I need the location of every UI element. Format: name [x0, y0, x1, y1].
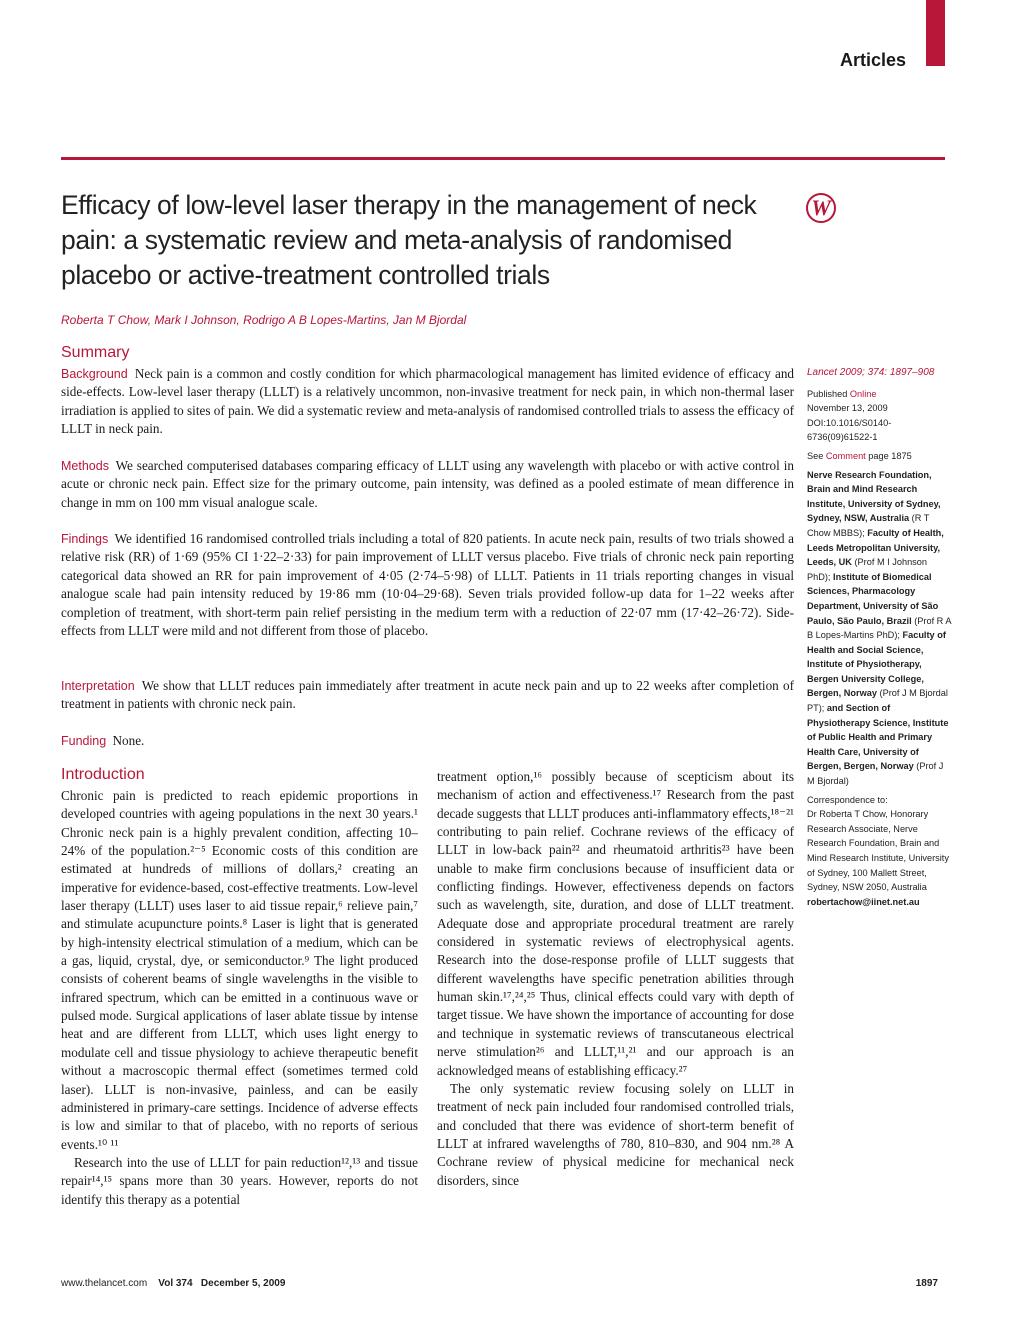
comment-link[interactable]: Comment — [825, 450, 866, 461]
header-color-tab — [926, 0, 945, 66]
article-title: Efficacy of low-level laser therapy in the management of neck pain: a systematic review and meta-analysis of randomised placebo or active-treatment controlled trials — [61, 190, 757, 290]
issue-date: December 5, 2009 — [200, 1278, 286, 1289]
abstract-label-findings: Findings — [61, 532, 109, 546]
journal-citation: Lancet 2009; 374: 1897–908 — [807, 367, 935, 378]
header-rule — [61, 157, 945, 160]
doi: DOI:10.1016/S0140-6736(09)61522-1 — [807, 417, 892, 443]
intro-paragraph: Chronic pain is predicted to reach epidemic proportions in developed countries with ageing populations in the next 30 years.¹ Chronic neck pain is a highly prevalent condition, affecting 10–24% of the population.²⁻⁵ Economic costs of this condition are estimated at hundreds of millions of dollars,² creating an imperative for evidence-based, cost-effective treatments. Low-level laser therapy (LLLT) uses laser to aid tissue repair,⁶ relieve pain,⁷ and stimulate acupuncture points.⁸ Laser is light that is generated by high-intensity electrical stimulation of a medium, which can be a gas, liquid, crystal, dye, or semiconductor.⁹ The light produced consists of coherent beams of single wavelengths in the visible to infrared spectrum, which can be emitted in a continuous wave or pulsed mode. Surgical applications of laser ablate tissue by intense heat and are different from LLLT, which uses light energy to modulate cell and tissue physiology to achieve therapeutic benefit without a macroscopic thermal effect (sometimes termed cold laser). LLLT is non-invasive, painless, and can be easily administered in primary-care settings. Incidence of adverse effects is low and similar to that of placebo, with no reports of serious events.¹⁰ ¹¹ — [61, 788, 418, 1152]
abstract-text-interpretation: We show that LLLT reduces pain immediately after treatment in acute neck pain and up to 22 weeks after completion of treatment in patients with chronic neck pain. — [61, 678, 794, 712]
introduction-heading: Introduction — [61, 766, 145, 783]
abstract-findings — [61, 530, 794, 640]
abstract-interpretation — [61, 677, 794, 714]
sidebar-publication-info — [807, 366, 952, 909]
author-affiliations: Nerve Research Foundation, Brain and Mind Research Institute, University of Sydney, Sydney, NSW, Australia (R T Chow MBBS); Faculty of Health, Leeds Metropolitan University, Leeds, UK (Prof M I Johnson PhD); Institute of Biomedical Sciences, Pharmacology Department, University of São Paulo, São Paulo, Brazil (Prof R A B Lopes-Martins PhD); Faculty of Health and Social Science, Institute of Physiotherapy, Bergen University College, Bergen, Norway (Prof J M Bjordal PT); and Section of Physiotherapy Science, Institute of Public Health and Primary Health Care, University of Bergen, Bergen, Norway (Prof J M Bjordal) — [807, 469, 951, 787]
intro-paragraph: The only systematic review focusing solely on LLLT in treatment of neck pain included four randomised controlled trials, and concluded that there was evidence of short-term benefit of LLLT at infrared wavelengths of 780, 810–830, and 904 nm.²⁸ A Cochrane review of physical medicine for mechanical neck disorders, since — [437, 1080, 794, 1188]
abstract-funding — [61, 732, 794, 750]
abstract-label-funding: Funding — [61, 734, 107, 748]
volume: Vol 374 — [158, 1278, 193, 1289]
intro-paragraph: Research into the use of LLLT for pain reduction¹²,¹³ and tissue repair¹⁴,¹⁵ spans more than 30 years. However, reports do not identify this therapy as a potential — [61, 1154, 418, 1207]
page-footer — [61, 1278, 285, 1289]
abstract-text-background: Neck pain is a common and costly condition for which pharmacological management has limited evidence of efficacy and side-effects. Low-level laser therapy (LLLT) is a relatively uncommon, non-invasive treatment for neck pain, in which non-thermal laser irradiation is applied to sites of pain. We did a systematic review and meta-analysis of randomised controlled trials to assess the efficacy of LLLT in neck pain. — [61, 366, 795, 437]
abstract-methods — [61, 457, 794, 512]
publication-date: November 13, 2009 — [807, 403, 888, 414]
web-extra-logo-icon: W — [806, 193, 836, 223]
abstract-text-findings: We identified 16 randomised controlled trials including a total of 820 patients. In acute neck pain, results of two trials showed a relative risk (RR) of 1·69 (95% CI 1·22–2·33) for pain improvement of LLLT versus placebo. Five trials of chronic neck pain reporting categorical data showed an RR for pain improvement of 4·05 (2·74–5·98) of LLLT. Patients in 11 trials reporting changes in visual analogue scale had pain intensity reduced by 19·86 mm (10·04–29·68). Seven trials provided follow-up data for 1–22 weeks after completion of treatment, with short-term pain relief persisting in the medium term with a reduction of 22·07 mm (17·42–26·72). Side-effects from LLLT were mild and not different from those of placebo. — [61, 531, 794, 639]
published-online-line: Published Online — [807, 388, 877, 399]
section-label: Articles — [839, 50, 906, 70]
summary-heading: Summary — [61, 344, 130, 361]
see-comment-line: See Comment page 1875 — [807, 450, 912, 461]
intro-column-1 — [61, 787, 418, 1209]
abstract-background — [61, 365, 794, 439]
correspondence-address: Dr Roberta T Chow, Honorary Research Associate, Nerve Research Foundation, Brain and Mind Research Institute, University of Sydney, 100 Mallett Street, Sydney, NSW 2050, Australia — [807, 809, 949, 893]
correspondence-email[interactable]: robertachow@iinet.net.au — [807, 896, 920, 907]
page-number: 1897 — [915, 1278, 938, 1289]
author-list: Roberta T Chow, Mark I Johnson, Rodrigo A B Lopes-Martins, Jan M Bjordal — [61, 313, 467, 327]
abstract-text-methods: We searched computerised databases comparing efficacy of LLLT using any wavelength with placebo or with active control in acute or chronic neck pain. Effect size for the primary outcome, pain intensity, was defined as a pooled estimate of mean difference in change in mm on 100 mm visual analogue scale. — [61, 458, 794, 510]
online-link[interactable]: Online — [849, 388, 877, 399]
abstract-label-interpretation: Interpretation — [61, 679, 135, 693]
intro-column-2 — [437, 768, 794, 1190]
intro-paragraph: treatment option,¹⁶ possibly because of scepticism about its mechanism of action and effectiveness.¹⁷ Research from the past decade suggests that LLLT produces anti-inflammatory effects,¹⁸⁻²¹ contributing to pain relief. Cochrane reviews of the efficacy of LLLT in low-back pain²² and rheumatoid arthritis²³ have been unable to make firm conclusions because of insufficient data or conflicting findings. However, effectiveness depends on factors such as wavelength, site, duration, and dose of LLLT treatment. Adequate dose and appropriate procedural treatment are rarely considered in systematic reviews of electrophysical agents. Research into the dose-response profile of LLLT suggests that different wavelengths have specific penetration abilities through human skin.¹⁷,²⁴,²⁵ Thus, clinical effects could vary with depth of target tissue. We have shown the importance of accounting for dose and technique in systematic reviews of transcutaneous electrical nerve stimulation²⁶ and LLLT,¹¹,²¹ and our approach is an acknowledged means of establishing efficacy.²⁷ — [437, 769, 794, 1078]
correspondence-label: Correspondence to: — [807, 794, 888, 805]
abstract-label-methods: Methods — [61, 459, 109, 473]
abstract-label-background: Background — [61, 367, 128, 381]
journal-website[interactable]: www.thelancet.com — [61, 1278, 148, 1289]
abstract-text-funding: None. — [112, 733, 145, 748]
